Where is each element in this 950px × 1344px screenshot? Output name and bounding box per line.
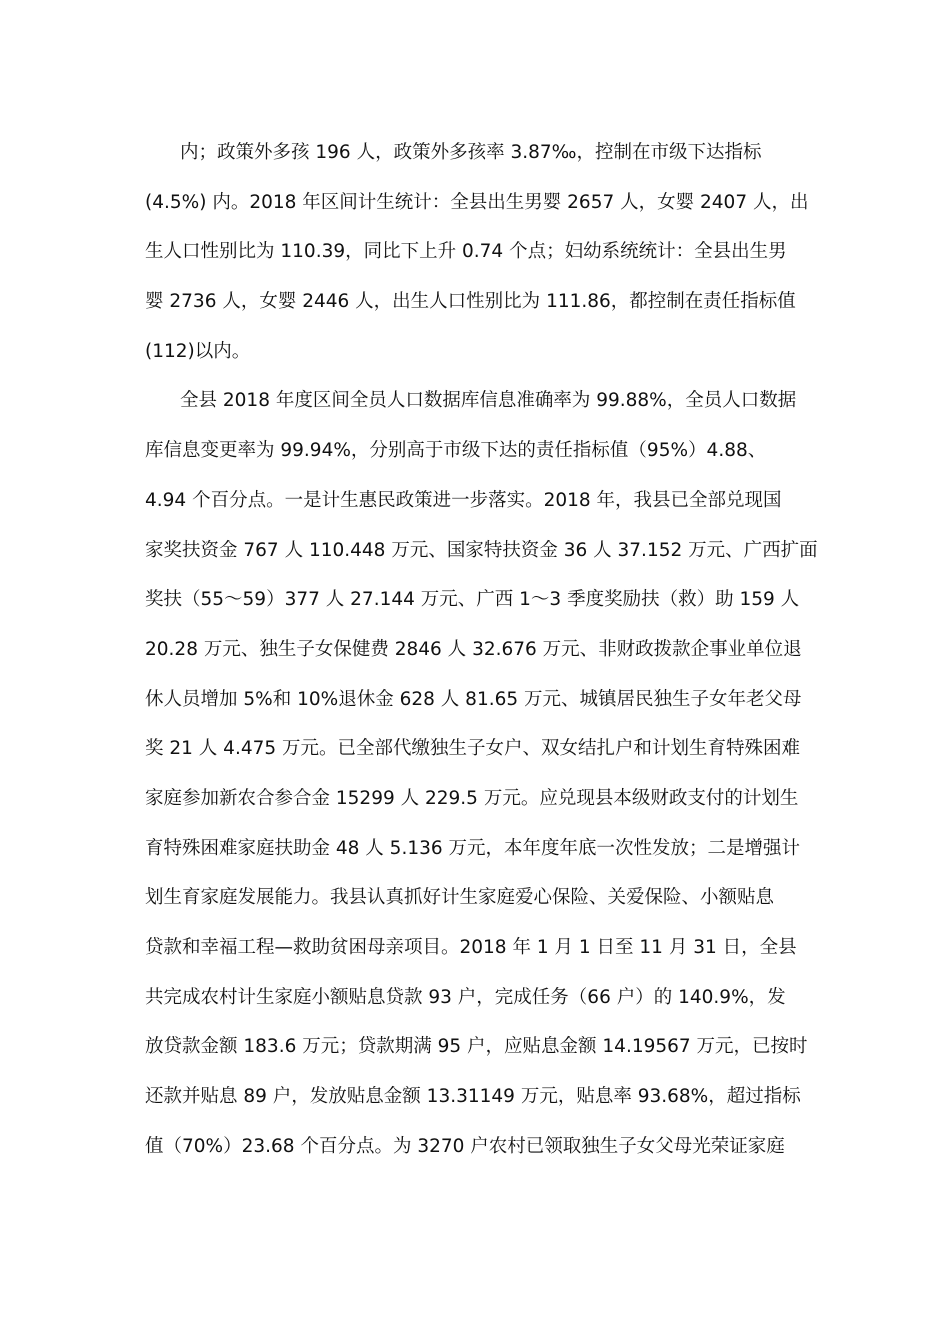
text-line: 休人员增加 5%和 10%退休金 628 人 81.65 万元、城镇居民独生子女年老父母 — [145, 688, 802, 710]
text-line: 共完成农村计生家庭小额贴息贷款 93 户，完成任务（66 户）的 140.9%，发 — [145, 986, 786, 1008]
paragraph-2 — [145, 376, 818, 1171]
text-line: (4.5%) 内。2018 年区间计生统计：全县出生男婴 2657 人，女婴 2407 人，出 — [145, 191, 809, 213]
paragraph-1 — [145, 128, 810, 376]
text-line: (112)以内。 — [145, 340, 251, 362]
text-line: 还款并贴息 89 户，发放贴息金额 13.31149 万元，贴息率 93.68%，超过指标 — [145, 1086, 801, 1108]
text-line: 全县 2018 年度区间全员人口数据库信息准确率为 99.88%，全员人口数据 — [180, 390, 797, 412]
text-line: 奖扶（55～59）377 人 27.144 万元、广西 1～3 季度奖励扶（救）助 159 人 — [145, 589, 800, 611]
body-text — [145, 128, 818, 1171]
text-line: 奖 21 人 4.475 万元。已全部代缴独生子女户、双女结扎户和计划生育特殊困难 — [145, 738, 801, 760]
text-line: 家庭参加新农合参合金 15299 人 229.5 万元。应兑现县本级财政支付的计划生 — [145, 787, 799, 809]
text-line: 贷款和幸福工程—救助贫困母亲项目。2018 年 1 月 1 日至 11 月 31 日，全县 — [145, 937, 797, 958]
text-line: 值（70%）23.68 个百分点。为 3270 户农村已领取独生子女父母光荣证家庭 — [145, 1135, 785, 1157]
text-line: 育特殊困难家庭扶助金 48 人 5.136 万元，本年度年底一次性发放；二是增强计 — [145, 837, 801, 859]
text-line: 家奖扶资金 767 人 110.448 万元、国家特扶资金 36 人 37.152 万元、广西扩面 — [145, 539, 818, 561]
text-line: 放贷款金额 183.6 万元；贷款期满 95 户，应贴息金额 14.19567 万元，已按时 — [145, 1036, 808, 1058]
text-line: 20.28 万元、独生子女保健费 2846 人 32.676 万元、非财政拨款企事业单位退 — [145, 638, 802, 660]
text-line: 划生育家庭发展能力。我县认真抓好计生家庭爱心保险、关爱保险、小额贴息 — [145, 887, 775, 909]
text-line: 库信息变更率为 99.94%，分别高于市级下达的责任指标值（95%）4.88、 — [145, 440, 767, 462]
text-line: 生人口性别比为 110.39，同比下上升 0.74 个点；妇幼系统统计：全县出生男 — [145, 241, 787, 263]
text-line: 内；政策外多孩 196 人，政策外多孩率 3.87‰，控制在市级下达指标 — [180, 142, 762, 163]
text-line: 婴 2736 人，女婴 2446 人，出生人口性别比为 111.86，都控制在责任指标值 — [145, 291, 796, 313]
text-line: 4.94 个百分点。一是计生惠民政策进一步落实。2018 年，我县已全部兑现国 — [145, 489, 782, 511]
